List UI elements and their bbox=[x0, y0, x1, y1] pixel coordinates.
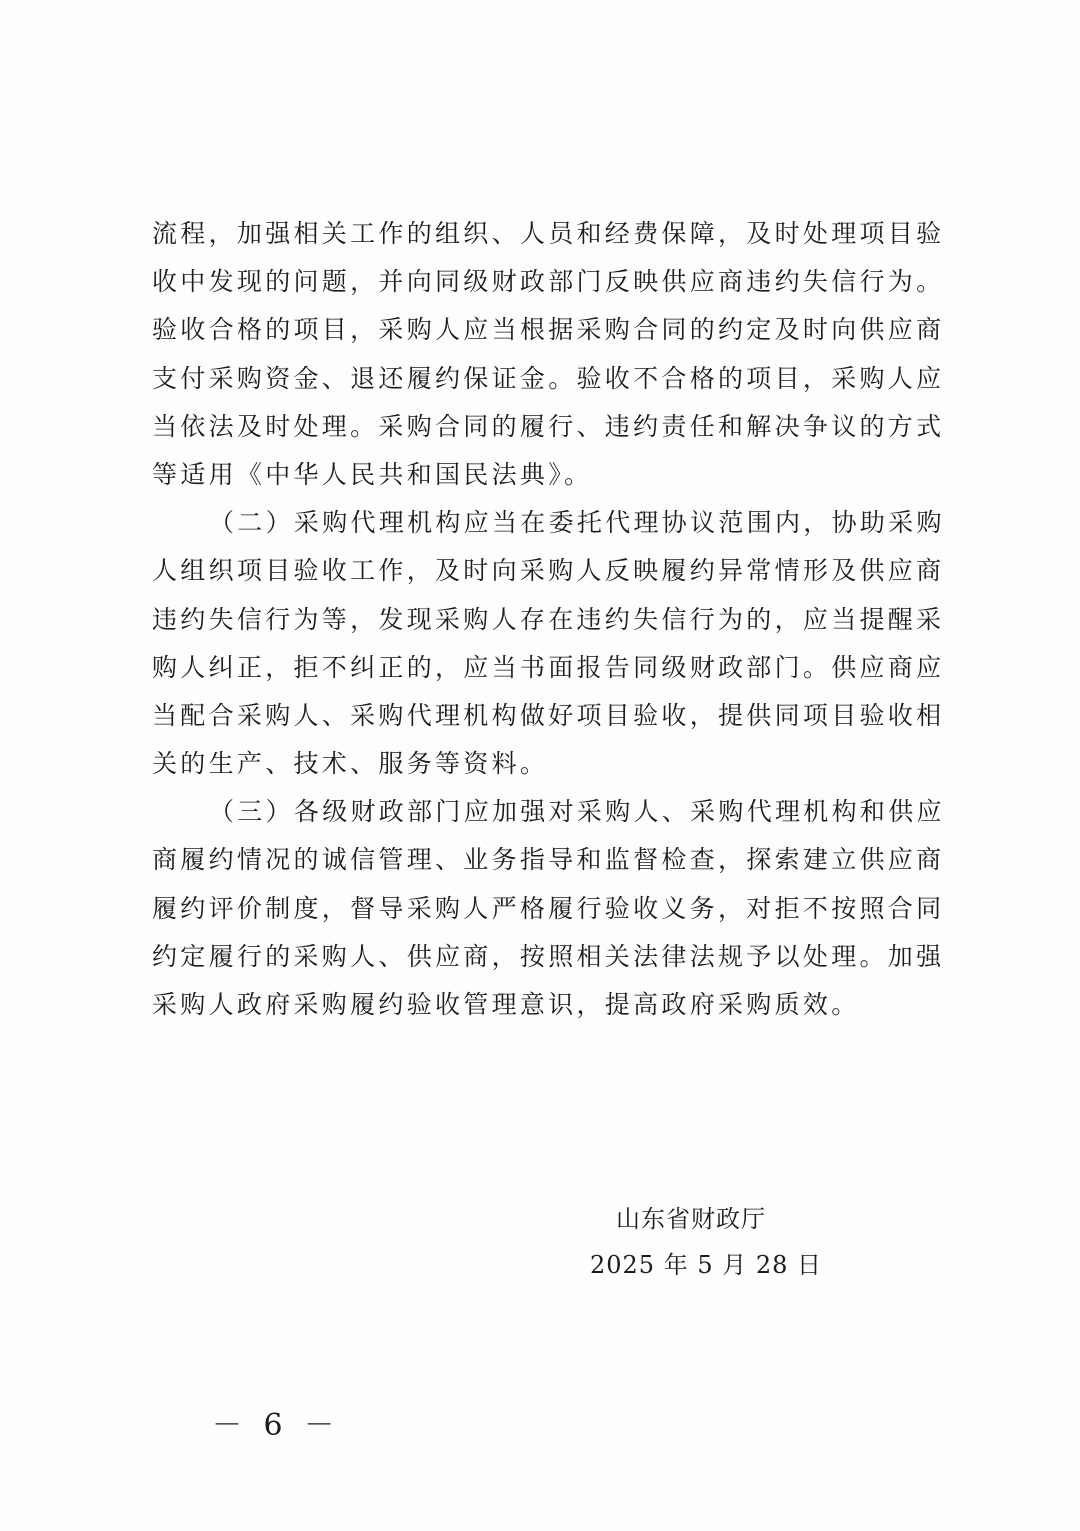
body-line: 采购人政府采购履约验收管理意识，提高政府采购质效。 bbox=[152, 990, 860, 1019]
body-line: 等适用《中华人民共和国民法典》。 bbox=[152, 459, 593, 489]
body-line: 违约失信行为等，发现采购人存在违约失信行为的，应当提醒采 bbox=[152, 604, 945, 634]
body-line: 商履约情况的诚信管理、业务指导和监督检查，探索建立供应商 bbox=[152, 845, 945, 875]
body-line: 履约评价制度，督导采购人严格履行验收义务，对拒不按照合同 bbox=[152, 893, 945, 923]
body-line: 流程，加强相关工作的组织、人员和经费保障，及时处理项目验 bbox=[152, 219, 945, 248]
paragraph-3-first-line: （三）各级财政部门应加强对采购人、采购代理机构和供应 bbox=[209, 797, 945, 827]
body-line: 购人纠正，拒不纠正的，应当书面报告同级财政部门。供应商应 bbox=[152, 652, 945, 682]
signature-block bbox=[590, 1196, 823, 1288]
body-line: 收中发现的问题，并向同级财政部门反映供应商违约失信行为。 bbox=[152, 267, 945, 297]
body-line: 验收合格的项目，采购人应当根据采购合同的约定及时向供应商 bbox=[152, 315, 945, 345]
document-body bbox=[152, 210, 945, 1029]
issuing-organization: 山东省财政厅 bbox=[616, 1205, 766, 1233]
body-line: 当配合采购人、采购代理机构做好项目验收，提供同项目验收相 bbox=[152, 700, 945, 730]
body-line: 关的生产、技术、服务等资料。 bbox=[152, 749, 549, 779]
issue-date: 2025 年 5 月 28 日 bbox=[590, 1251, 823, 1279]
body-line: 当依法及时处理。采购合同的履行、违约责任和解决争议的方式 bbox=[152, 411, 945, 441]
body-line: 支付采购资金、退还履约保证金。验收不合格的项目，采购人应 bbox=[152, 363, 945, 393]
body-line: 人组织项目验收工作，及时向采购人反映履约异常情形及供应商 bbox=[152, 556, 945, 586]
paragraph-2-first-line: （二）采购代理机构应当在委托代理协议范围内，协助采购 bbox=[209, 508, 945, 538]
page-number: － 6 － bbox=[212, 1408, 341, 1443]
body-line: 约定履行的采购人、供应商，按照相关法律法规予以处理。加强 bbox=[152, 941, 945, 971]
